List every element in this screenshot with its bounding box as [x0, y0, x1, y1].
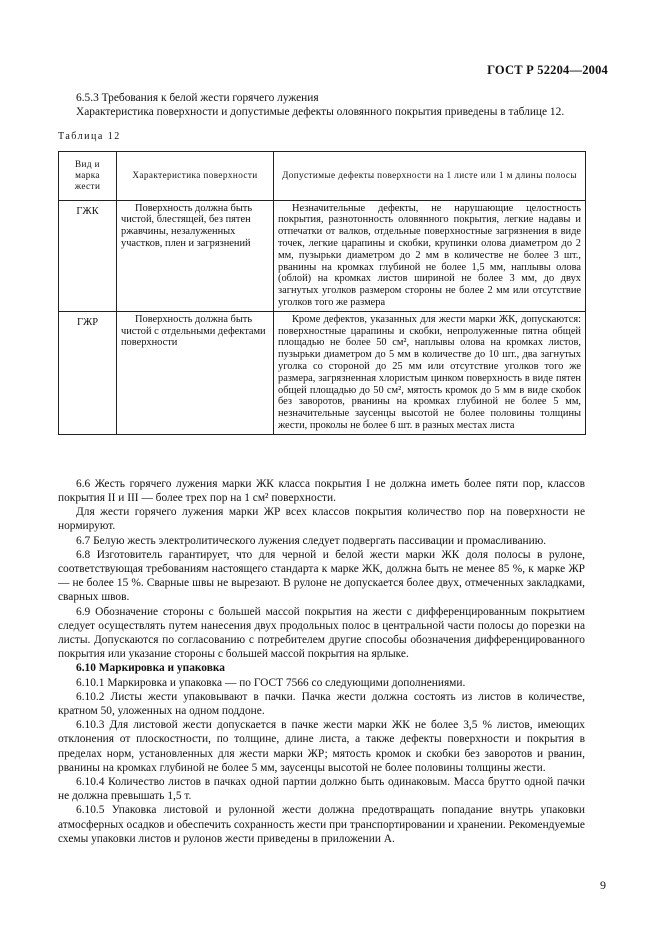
paragraph-6-7: 6.7 Белую жесть электролитического лужения следует подвергать пассивации и промасливанию. [76, 534, 547, 547]
standard-header: ГОСТ Р 52204—2004 [487, 63, 608, 77]
section-6-5-3-text: Характеристика поверхности и допустимые дефекты оловянного покрытия приведены в таблице 12. [76, 106, 565, 119]
table-row [59, 311, 586, 434]
paragraph-6-10-1: 6.10.1 Маркировка и упаковка — по ГОСТ 7566 со следующими дополнениями. [76, 676, 466, 689]
table-cell-grade: ГЖК [59, 200, 117, 311]
table-caption: Таблица 12 [58, 131, 121, 143]
page-number: 9 [600, 878, 606, 892]
header-surface: Характеристика поверхности [117, 151, 274, 200]
paragraph-6-10-5: 6.10.5 Упаковка листовой и рулонной жести должна предотвращать попадание внутрь упаковки атмосферных осадков и обеспечить сохранность жести при транспортировании и хранении. Рекомендуемые схемы упаковки листов и рулонов жести приведены в приложении А. [58, 804, 585, 845]
section-6-10-heading: 6.10 Маркировка и упаковка [76, 662, 225, 675]
table-header-row [59, 151, 586, 200]
table-row [59, 200, 586, 311]
table-cell-surface: Поверхность должна быть чистой с отдельными дефектами поверхности [117, 311, 274, 434]
paragraph-6-6: 6.6 Жесть горячего лужения марки ЖК класса покрытия I не должна иметь более пяти пор, классов покрытия II и III — более трех пор на 1 см² поверхности. [58, 477, 585, 504]
paragraph-6-10-2: 6.10.2 Листы жести упаковывают в пачки. Пачка жести должна состоять из листов в количестве, кратном 50, уложенных на одном поддоне. [58, 690, 585, 717]
document-body [58, 91, 585, 846]
section-6-5-3-title: 6.5.3 Требования к белой жести горячего лужения [76, 92, 319, 104]
paragraphs-block [58, 477, 585, 846]
header-defects: Допустимые дефекты поверхности на 1 листе или 1 м длины полосы [274, 151, 586, 200]
paragraph-6-10-4: 6.10.4 Количество листов в пачках одной партии должно быть одинаковым. Масса брутто одной пачки не должна превышать 1,5 т. [58, 776, 585, 803]
table-cell-surface: Поверхность должна быть чистой, блестящей, без пятен ржавчины, незалуженных участков, плен и загрязнений [117, 200, 274, 311]
header-grade: Вид и марка жести [59, 151, 117, 200]
table-cell-grade: ГЖР [59, 311, 117, 434]
table-cell-defects: Незначительные дефекты, не нарушающие целостность покрытия, разнотонность оловянного покрытия, легкие надавы и отпечатки от валков, отдельные поверхностные загрязнения в виде точек, легкие царапины и скобки, крупинки олова диаметром до 2 мм, пузырьки диаметром до 2 мм в количестве не более 3 шт., рванины на кромках глубиной не более 1,5 мм, наплывы олова (облой) на кромках листов шириной не более 3 мм, до двух загнутых уголков размером стороны не более 2 мм или отсутствие уголков того же размера [274, 200, 586, 311]
paragraph-6-6-continued: Для жести горячего лужения марки ЖР всех классов покрытия количество пор на поверхности не нормируют. [58, 506, 585, 533]
paragraph-6-9: 6.9 Обозначение стороны с большей массой покрытия на жести с дифференцированным покрытием следует осуществлять путем нанесения двух продольных полос в центральной части полосы до порезки на листы. Допускаются по согласованию с потребителем другие способы обозначения дифференцированного покрытия или указание стороны с большей массой покрытия на ярлыке. [58, 605, 585, 661]
paragraph-6-10-3: 6.10.3 Для листовой жести допускается в пачке жести марки ЖК не более 3,5 % листов, имеющих отклонения от плоскостности, по толщине, длине листа, а также дефекты поверхности и покрытия в пределах норм, установленных для жести марки ЖР; мятость кромок и скобки без заворотов и рванин, рванины на кромках глубиной не более 5 мм, заусенцы высотой не более половины толщины жести. [58, 719, 585, 774]
defects-table [58, 151, 586, 435]
table-cell-defects: Кроме дефектов, указанных для жести марки ЖК, допускаются: поверхностные царапины и скобки, непролуженные пятна общей площадью не более 50 см², наплывы олова на кромках листов, пузырьки диаметром до 5 мм в количестве до 10 шт., два загнутых уголка со стороной до 25 мм или отсутствие уголков того же размера, загрязненная хлористым цинком поверхность в виде пятен общей площадью до 50 см², мятость кромок до 5 мм в виде скобок без заворотов, рванины на кромках глубиной не более 5 мм, незначительные заусенцы высотой не более половины толщины жести, проколы не более 6 шт. в разных местах листа [274, 311, 586, 434]
paragraph-6-8: 6.8 Изготовитель гарантирует, что для черной и белой жести марки ЖК доля полосы в рулоне, соответствующая требованиям настоящего стандарта к марке ЖК, должна быть не менее 85 %, к марке ЖР — не более 15 %. Сварные швы не вырезают. В рулоне не допускается более двух, отмеченных закладками, сварных швов. [58, 548, 585, 604]
